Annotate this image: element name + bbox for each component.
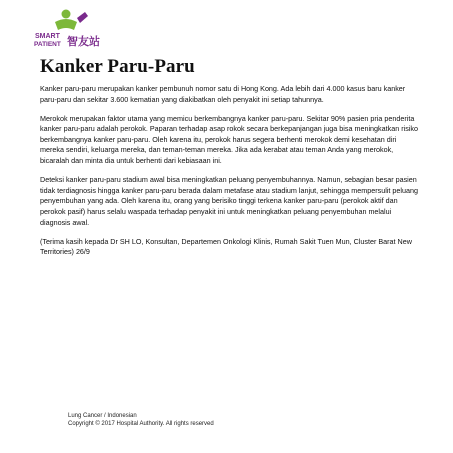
- page-title: Kanker Paru-Paru: [40, 56, 195, 77]
- paragraph-smoking: Merokok merupakan faktor utama yang memicu berkembangnya kanker paru-paru. Sekitar 90% pasien pria penderita kanker paru-paru adalah perokok. Paparan terhadap asap rokok secara berkepanjangan juga bisa meningkatkan risiko berkembangnya kanker paru-paru. Oleh karena itu, perokok harus segera berhenti merokok demi kesehatan diri mereka sendiri, keluarga mereka, dan teman-teman mereka. Jika ada kerabat atau teman Anda yang merokok, bicaralah dan minta dia untuk berhenti dari kebiasaan ini.: [40, 113, 418, 166]
- logo-text-patient: PATIENT: [34, 41, 61, 48]
- footer: [68, 412, 214, 428]
- article-body: [40, 84, 420, 266]
- smart-patient-logo-icon: [33, 8, 103, 48]
- paragraph-acknowledgement: (Terima kasih kepada Dr SH LO, Konsultan, Departemen Onkologi Klinis, Rumah Sakit Tuen Mun, Cluster Barat New Territories) 26/9: [40, 236, 412, 257]
- paragraph-intro: Kanker paru-paru merupakan kanker pembunuh nomor satu di Hong Kong. Ada lebih dari 4.000 kasus baru kanker paru-paru dan sekitar 3.600 kematian yang diakibatkan oleh penyakit ini setiap tahunnya.: [40, 84, 406, 104]
- paragraph-detection: Deteksi kanker paru-paru stadium awal bisa meningkatkan peluang penyembuhannya. Namun, sebagian besar pasien tidak terdiagnosis hingga kanker paru-paru berada dalam metafase atau stadium lanjut, sehingga mempersulit peluang penyembuhan yang ada. Oleh karena itu, orang yang berisiko tinggi terkena kanker paru-paru (perokok aktif dan perokok pasif) harus selalu waspada terhadap penyakit ini untuk meningkatkan peluang penyembuhan melalui diagnosis awal.: [40, 175, 418, 227]
- logo-text-smart: SMART: [35, 33, 60, 40]
- logo-text-chinese: 智友站: [67, 35, 100, 48]
- smart-patient-logo: [33, 8, 103, 48]
- footer-document-label: Lung Cancer / Indonesian: [68, 413, 137, 419]
- footer-copyright: Copyright © 2017 Hospital Authority. All rights reserved: [68, 421, 214, 427]
